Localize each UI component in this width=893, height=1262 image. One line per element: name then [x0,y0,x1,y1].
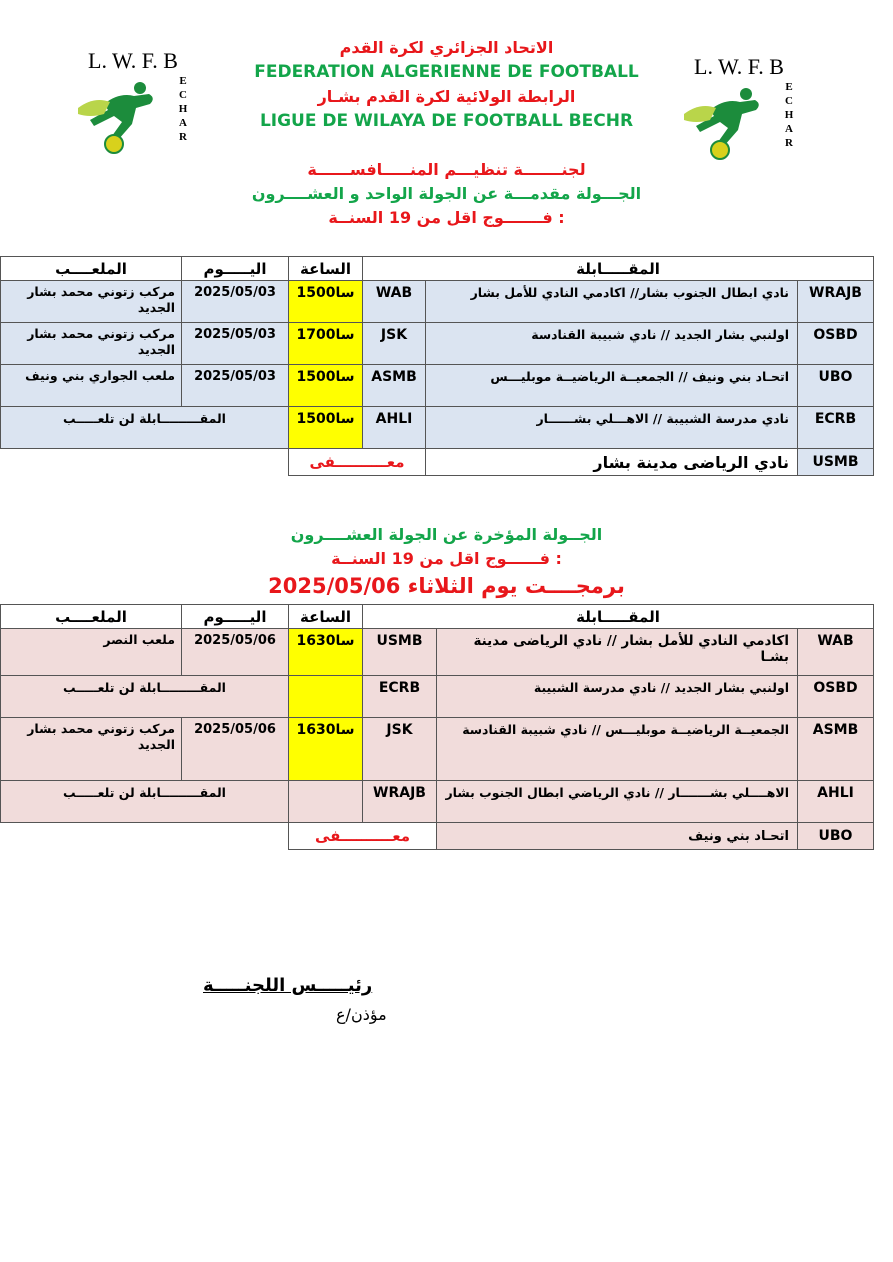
home-code-cell: WRAJB [798,281,874,323]
header-venue: الملعــــب [1,257,182,281]
venue-cell: ملعب الجواري بني ونيف [1,365,182,407]
home-code-cell: ASMB [798,718,874,781]
date-cell: 2025/05/06 [182,718,289,781]
match-not-played-cell: المقـــــــــابلة لن تلعـــــب [1,676,289,718]
header-match: المقـــــابلة [363,257,874,281]
time-cell: 16سا30 [289,718,363,781]
header-match: المقـــــابلة [363,605,874,629]
date-cell: 2025/05/03 [182,365,289,407]
time-cell: 17سا00 [289,323,363,365]
league-french: LIGUE DE WILAYA DE FOOTBALL BECHR [259,111,634,131]
table-row [1,407,874,449]
match-not-played-cell: المقـــــــــابلة لن تلعـــــب [1,407,289,449]
category-title: فـــــــوج اقل من 19 السنــة : [328,208,565,227]
match-cell: نادي مدرسة الشبيبة // الاهـــلي بشــــــار [426,407,798,449]
exempt-code: USMB [798,449,874,476]
committee-title: لجنـــــــة تنظيـــم المنـــــافســــــة [307,160,586,179]
schedule-table-1 [0,256,874,476]
match-not-played-cell: المقـــــــــابلة لن تلعـــــب [1,781,289,823]
match-cell: اولنبي بشار الجديد // نادي شبيبة القنادسة [426,323,798,365]
table-row [1,365,874,407]
away-code-cell: WAB [363,281,426,323]
home-code-cell: ECRB [798,407,874,449]
logo-vertical-text: E C H A R [784,81,794,149]
table-row [1,676,874,718]
away-code-cell: JSK [363,718,437,781]
header-venue: الملعــــب [1,605,182,629]
time-cell: 15سا00 [289,407,363,449]
logo-text: L. W. F. B [694,54,784,79]
table-row [1,323,874,365]
venue-cell: مركب زتوني محمد بشار الجديد [1,281,182,323]
table-row [1,718,874,781]
home-code-cell: OSBD [798,676,874,718]
date-cell: 2025/05/06 [182,629,289,676]
logo-vertical-text: E C H A R [178,75,188,143]
exempt-team: اتحـاد بني ونيف [437,823,798,850]
away-code-cell: WRAJB [363,781,437,823]
exempt-code: UBO [798,823,874,850]
exempt-label: معــــــــــفى [289,823,437,850]
home-code-cell: AHLI [798,781,874,823]
round-title: الجـــولة مقدمـــة عن الجولة الواحد و العشــــرون [251,184,642,203]
match-cell: اتحـاد بني ونيف // الجمعيــة الرياضيــة موبليـــس [426,365,798,407]
federation-arabic: الاتحاد الجزائري لكرة القدم [339,38,554,57]
schedule-table-2 [0,604,874,850]
match-cell: الجمعيــة الرياضيــة موبليـــس // نادي شبيبة القنادسة [437,718,798,781]
header-day: اليـــــوم [182,605,289,629]
time-cell: 16سا30 [289,629,363,676]
scheduled-date-title: برمجــــت يوم الثلاثاء 2025/05/06 [268,574,625,598]
category-title-2: فــــــوج اقل من 19 السنــة : [331,549,562,568]
time-cell: 15سا00 [289,281,363,323]
date-cell: 2025/05/03 [182,323,289,365]
signature-name: مؤذن/ع [336,1005,387,1024]
home-code-cell: WAB [798,629,874,676]
exempt-label: معــــــــــفى [289,449,426,476]
table-header-row [1,605,874,629]
away-code-cell: USMB [363,629,437,676]
exempt-row [1,449,874,476]
table-row [1,281,874,323]
time-cell: 15سا00 [289,365,363,407]
home-code-cell: UBO [798,365,874,407]
table-header-row [1,257,874,281]
exempt-row [1,823,874,850]
committee-president-title: رئيـــــس اللجنـــــة [203,975,373,996]
time-cell [289,781,363,823]
exempt-team: نادي الرياضى مدينة بشار [426,449,798,476]
logo-text: L. W. F. B [88,48,178,73]
time-cell [289,676,363,718]
venue-cell: ملعب النصر [1,629,182,676]
league-arabic: الرابطة الولائية لكرة القدم بشـار [317,87,576,106]
date-cell: 2025/05/03 [182,281,289,323]
header-time: الساعة [289,257,363,281]
away-code-cell: JSK [363,323,426,365]
away-code-cell: ECRB [363,676,437,718]
match-cell: اكادمي النادي للأمل بشار // نادي الرياضى مدينة بشـا [437,629,798,676]
venue-cell: مركب زتوني محمد بشار الجديد [1,718,182,781]
venue-cell: مركب زتوني محمد بشار الجديد [1,323,182,365]
match-cell: نادي ابطال الجنوب بشار// اكادمي النادي للأمل بشار [426,281,798,323]
match-cell: اولنبي بشار الجديد // نادي مدرسة الشبيبة [437,676,798,718]
header-time: الساعة [289,605,363,629]
postponed-round-title: الجــولة المؤخرة عن الجولة العشــــرون [290,525,603,544]
match-cell: الاهــــلي بشـــــــار // نادي الرياضي ابطال الجنوب بشار [437,781,798,823]
header-day: اليـــــوم [182,257,289,281]
away-code-cell: AHLI [363,407,426,449]
away-code-cell: ASMB [363,365,426,407]
federation-french: FEDERATION ALGERIENNE DE FOOTBALL [254,62,639,82]
table-row [1,781,874,823]
table-row [1,629,874,676]
home-code-cell: OSBD [798,323,874,365]
